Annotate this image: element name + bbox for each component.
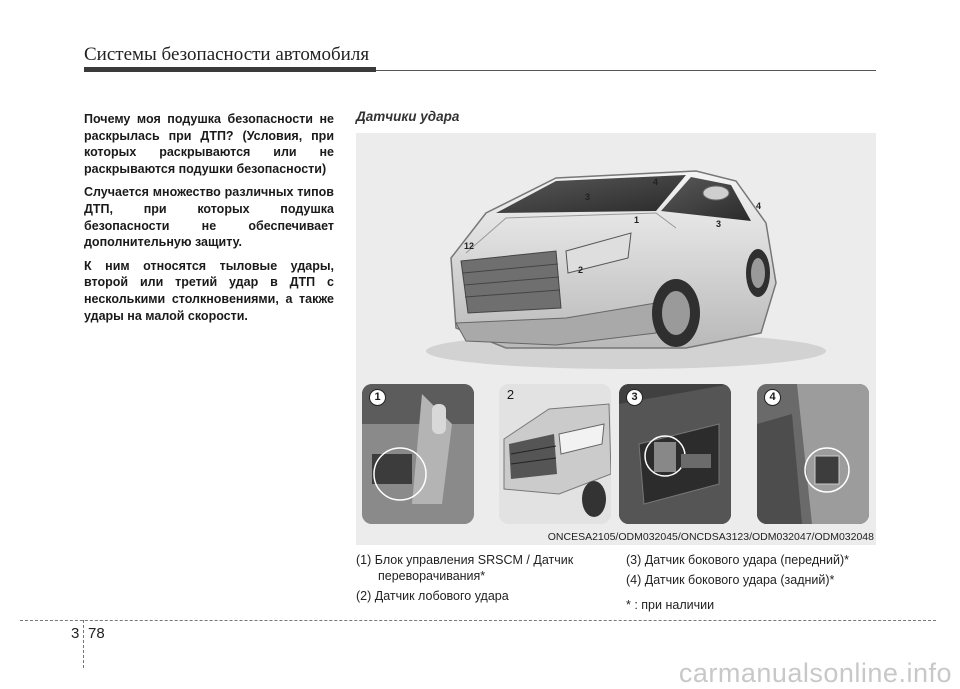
thumb-door-front bbox=[619, 384, 731, 524]
footer-vertical-divider bbox=[83, 620, 84, 668]
marker-1-front: 1 bbox=[464, 241, 470, 251]
caption-item-1-cont: переворачивания* bbox=[378, 569, 486, 583]
thumb-label-2: 2 bbox=[506, 387, 515, 402]
captions-right bbox=[626, 552, 886, 613]
paragraph-crash-types: Случается множество различных типов ДТП, при которых подушка безопасности не обеспечивает дополнительную защиту. bbox=[84, 185, 334, 250]
section-heading: Датчики удара bbox=[356, 109, 460, 124]
figure-code: ONCESA2105/ODM032045/ONCDSA3123/ODM032047/ODM032048 bbox=[547, 531, 874, 543]
paragraph-question: Почему моя подушка безопасности не раскрылась при ДТП? (Условия, при которых раскрываются или не раскрываются подушки безопасности) bbox=[84, 112, 334, 176]
captions-left bbox=[356, 552, 616, 604]
caption-item-1: (1) Блок управления SRSCM / Датчик bbox=[356, 553, 574, 567]
caption-item-3: (3) Датчик бокового удара (передний)* bbox=[626, 553, 850, 567]
header-rule-thick bbox=[84, 67, 376, 72]
marker-2: 2 bbox=[578, 265, 584, 275]
marker-3-door: 3 bbox=[716, 219, 722, 229]
caption-item-4: (4) Датчик бокового удара (задний)* bbox=[626, 573, 835, 587]
thumb-srscm bbox=[362, 384, 474, 524]
page-header-title: Системы безопасности автомобиля bbox=[84, 44, 370, 65]
footer-divider bbox=[20, 620, 936, 621]
caption-item-2: (2) Датчик лобового удара bbox=[356, 589, 509, 603]
marker-3-dash: 3 bbox=[585, 192, 591, 202]
paragraph-examples: К ним относятся тыловые удары, второй или третий удар в ДТП с несколькими столкновениями, а также удары на малой скорости. bbox=[84, 258, 334, 323]
marker-4-rear: 4 bbox=[756, 201, 762, 211]
car-illustration bbox=[356, 133, 876, 379]
marker-1: 1 bbox=[634, 215, 640, 225]
marker-2-front: 2 bbox=[469, 241, 475, 251]
thumb-label-1: 1 bbox=[369, 389, 386, 406]
caption-note: * : при наличии bbox=[626, 598, 715, 612]
watermark: carmanualsonline.info bbox=[678, 658, 952, 688]
section-number: 3 bbox=[71, 625, 80, 642]
sensor-figure bbox=[356, 133, 876, 545]
marker-4-roof: 4 bbox=[653, 177, 659, 187]
thumb-label-3: 3 bbox=[626, 389, 643, 406]
thumb-front-sensor bbox=[499, 384, 611, 524]
thumb-door-rear bbox=[757, 384, 869, 524]
thumb-label-4: 4 bbox=[764, 389, 781, 406]
header-rule-thin bbox=[376, 70, 876, 71]
left-text-column bbox=[84, 111, 334, 331]
page-number: 78 bbox=[88, 625, 105, 642]
